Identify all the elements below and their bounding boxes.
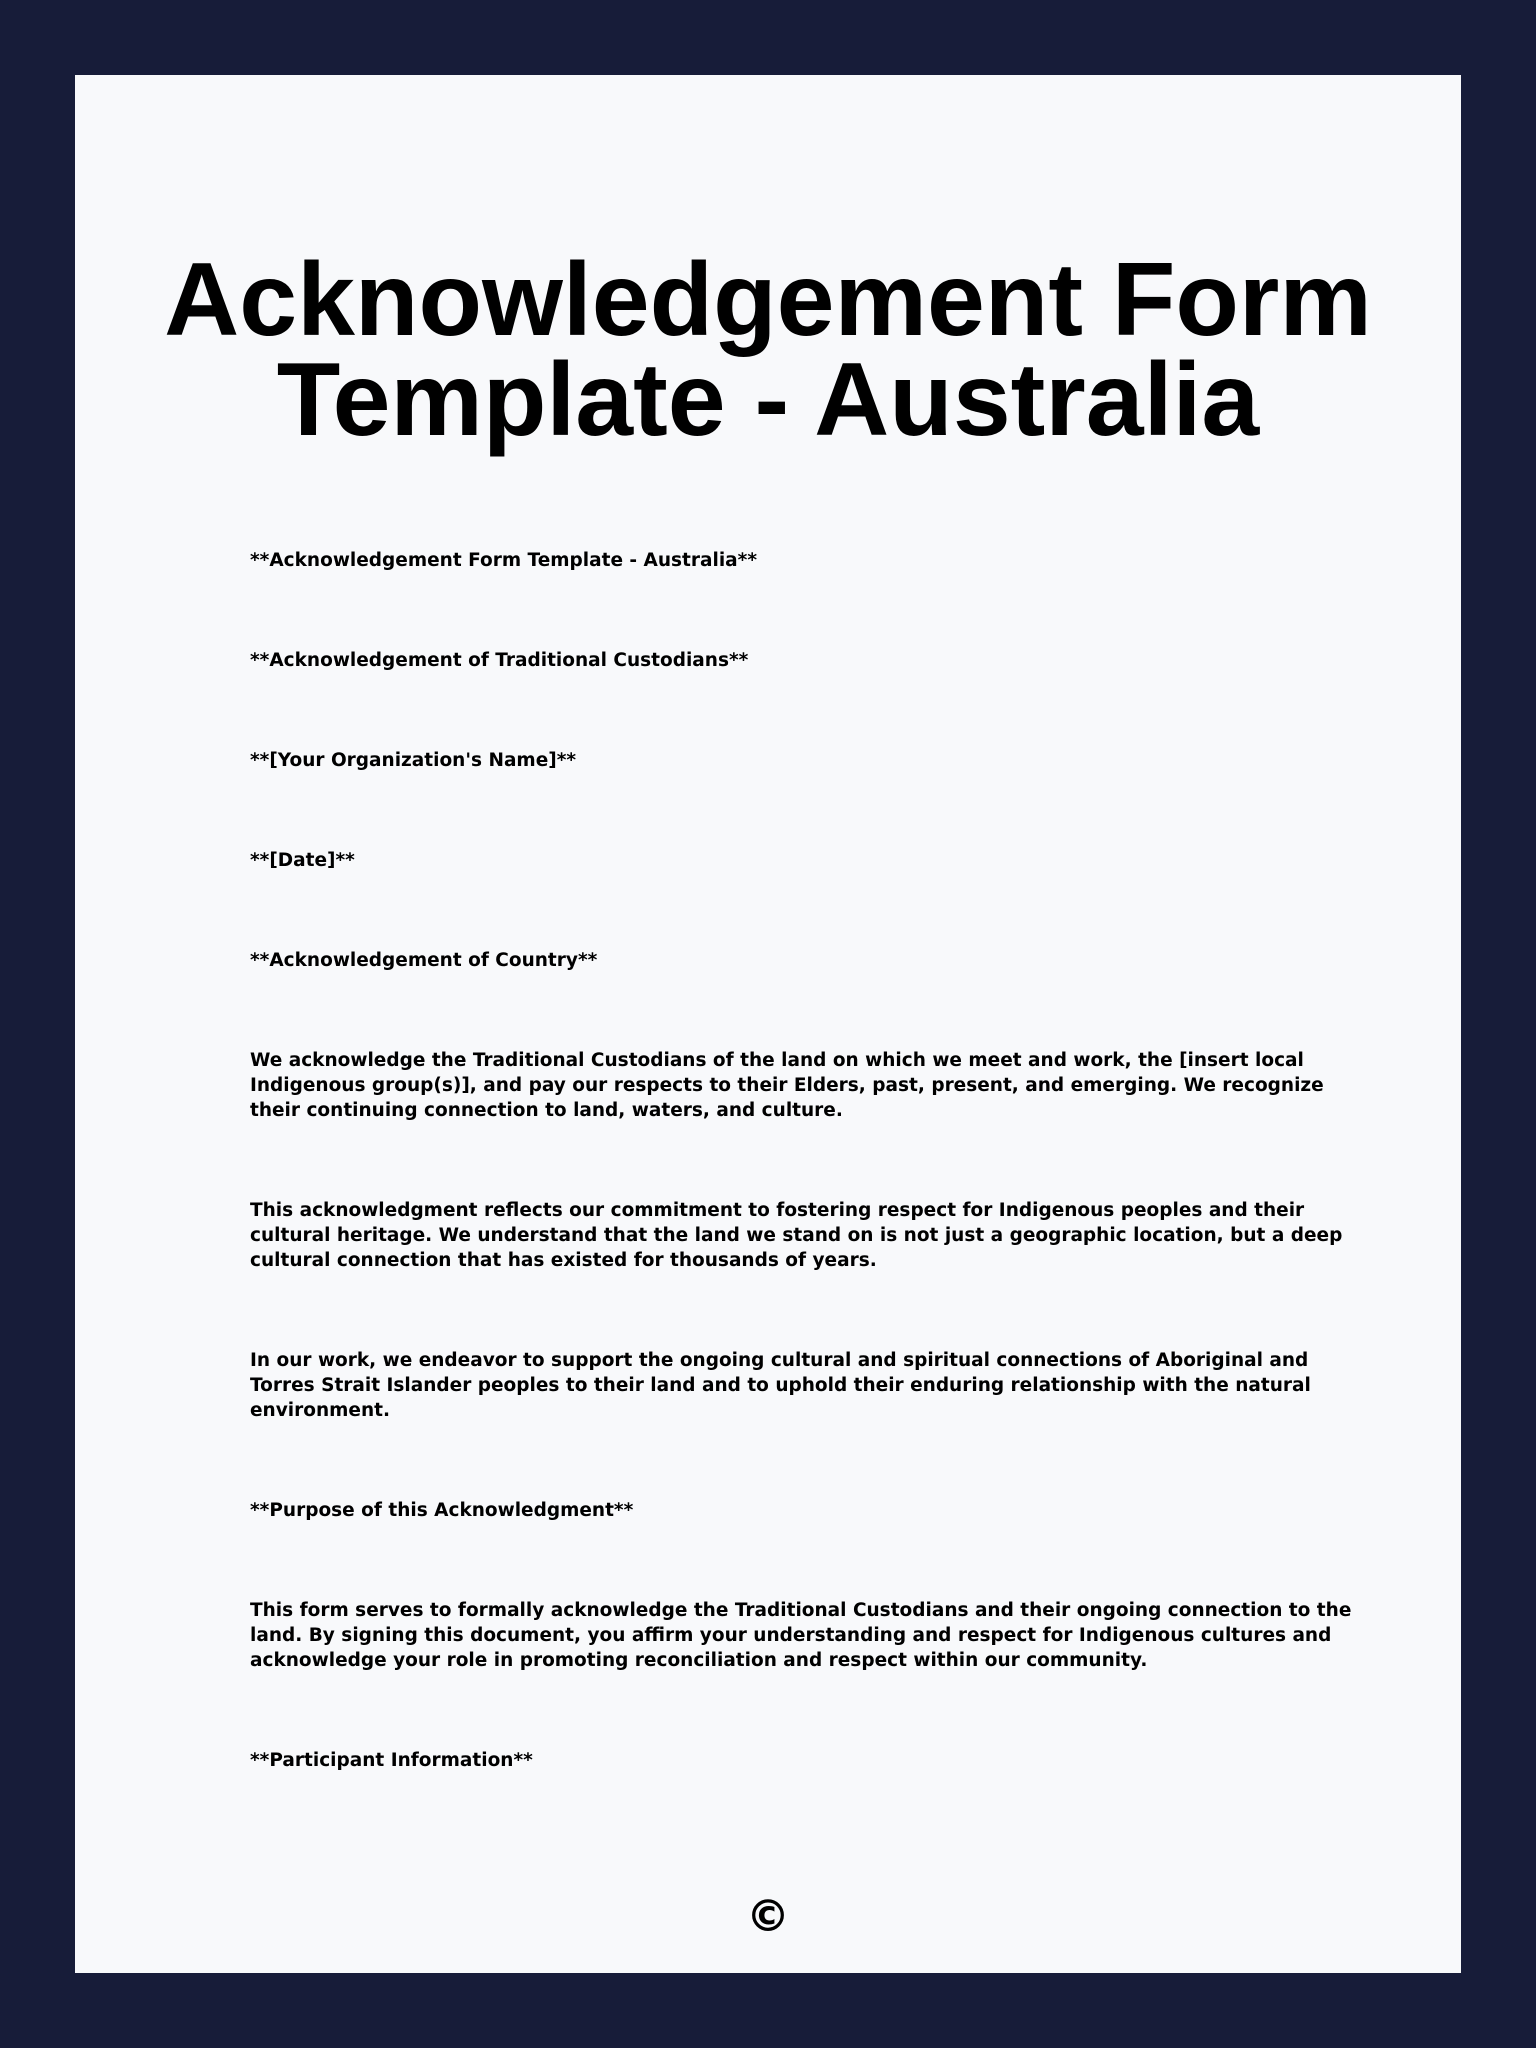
paragraph-cultural-connections: In our work, we endeavor to support the ongoing cultural and spiritual connections of Aboriginal and Torres Strait Islander peoples to their land and to uphold their enduring relationship with the natural environment. <box>250 1350 1311 1421</box>
document-page <box>75 75 1461 1973</box>
organization-name-placeholder: **[Your Organization's Name]** <box>250 750 577 771</box>
paragraph-acknowledgement: We acknowledge the Traditional Custodians of the land on which we meet and work, the [insert local Indigenous group(s)], and pay our respects to their Elders, past, present, and emerging. We recognize their continuing connection to land, waters, and culture. <box>250 1050 1324 1121</box>
heading-purpose: **Purpose of this Acknowledgment** <box>250 1500 634 1521</box>
copyright-icon: © <box>746 1891 790 1942</box>
document-body <box>250 548 1360 1848</box>
heading-acknowledgement-of-country: **Acknowledgement of Country** <box>250 950 598 971</box>
heading-traditional-custodians: **Acknowledgement of Traditional Custodians** <box>250 650 749 671</box>
document-title: Acknowledgement Form Template - Australia <box>164 242 1372 458</box>
heading-form-template: **Acknowledgement Form Template - Australia** <box>250 550 758 571</box>
paragraph-commitment: This acknowledgment reflects our commitment to fostering respect for Indigenous peoples and their cultural heritage. We understand that the land we stand on is not just a geographic location, but a deep cultural connection that has existed for thousands of years. <box>250 1200 1343 1271</box>
date-placeholder: **[Date]** <box>250 850 355 871</box>
paragraph-purpose: This form serves to formally acknowledge the Traditional Custodians and their ongoing connection to the land. By signing this document, you affirm your understanding and respect for Indigenous cultures and acknowledge your role in promoting reconciliation and respect within our community. <box>250 1600 1352 1671</box>
heading-participant-information: **Participant Information** <box>250 1750 533 1771</box>
